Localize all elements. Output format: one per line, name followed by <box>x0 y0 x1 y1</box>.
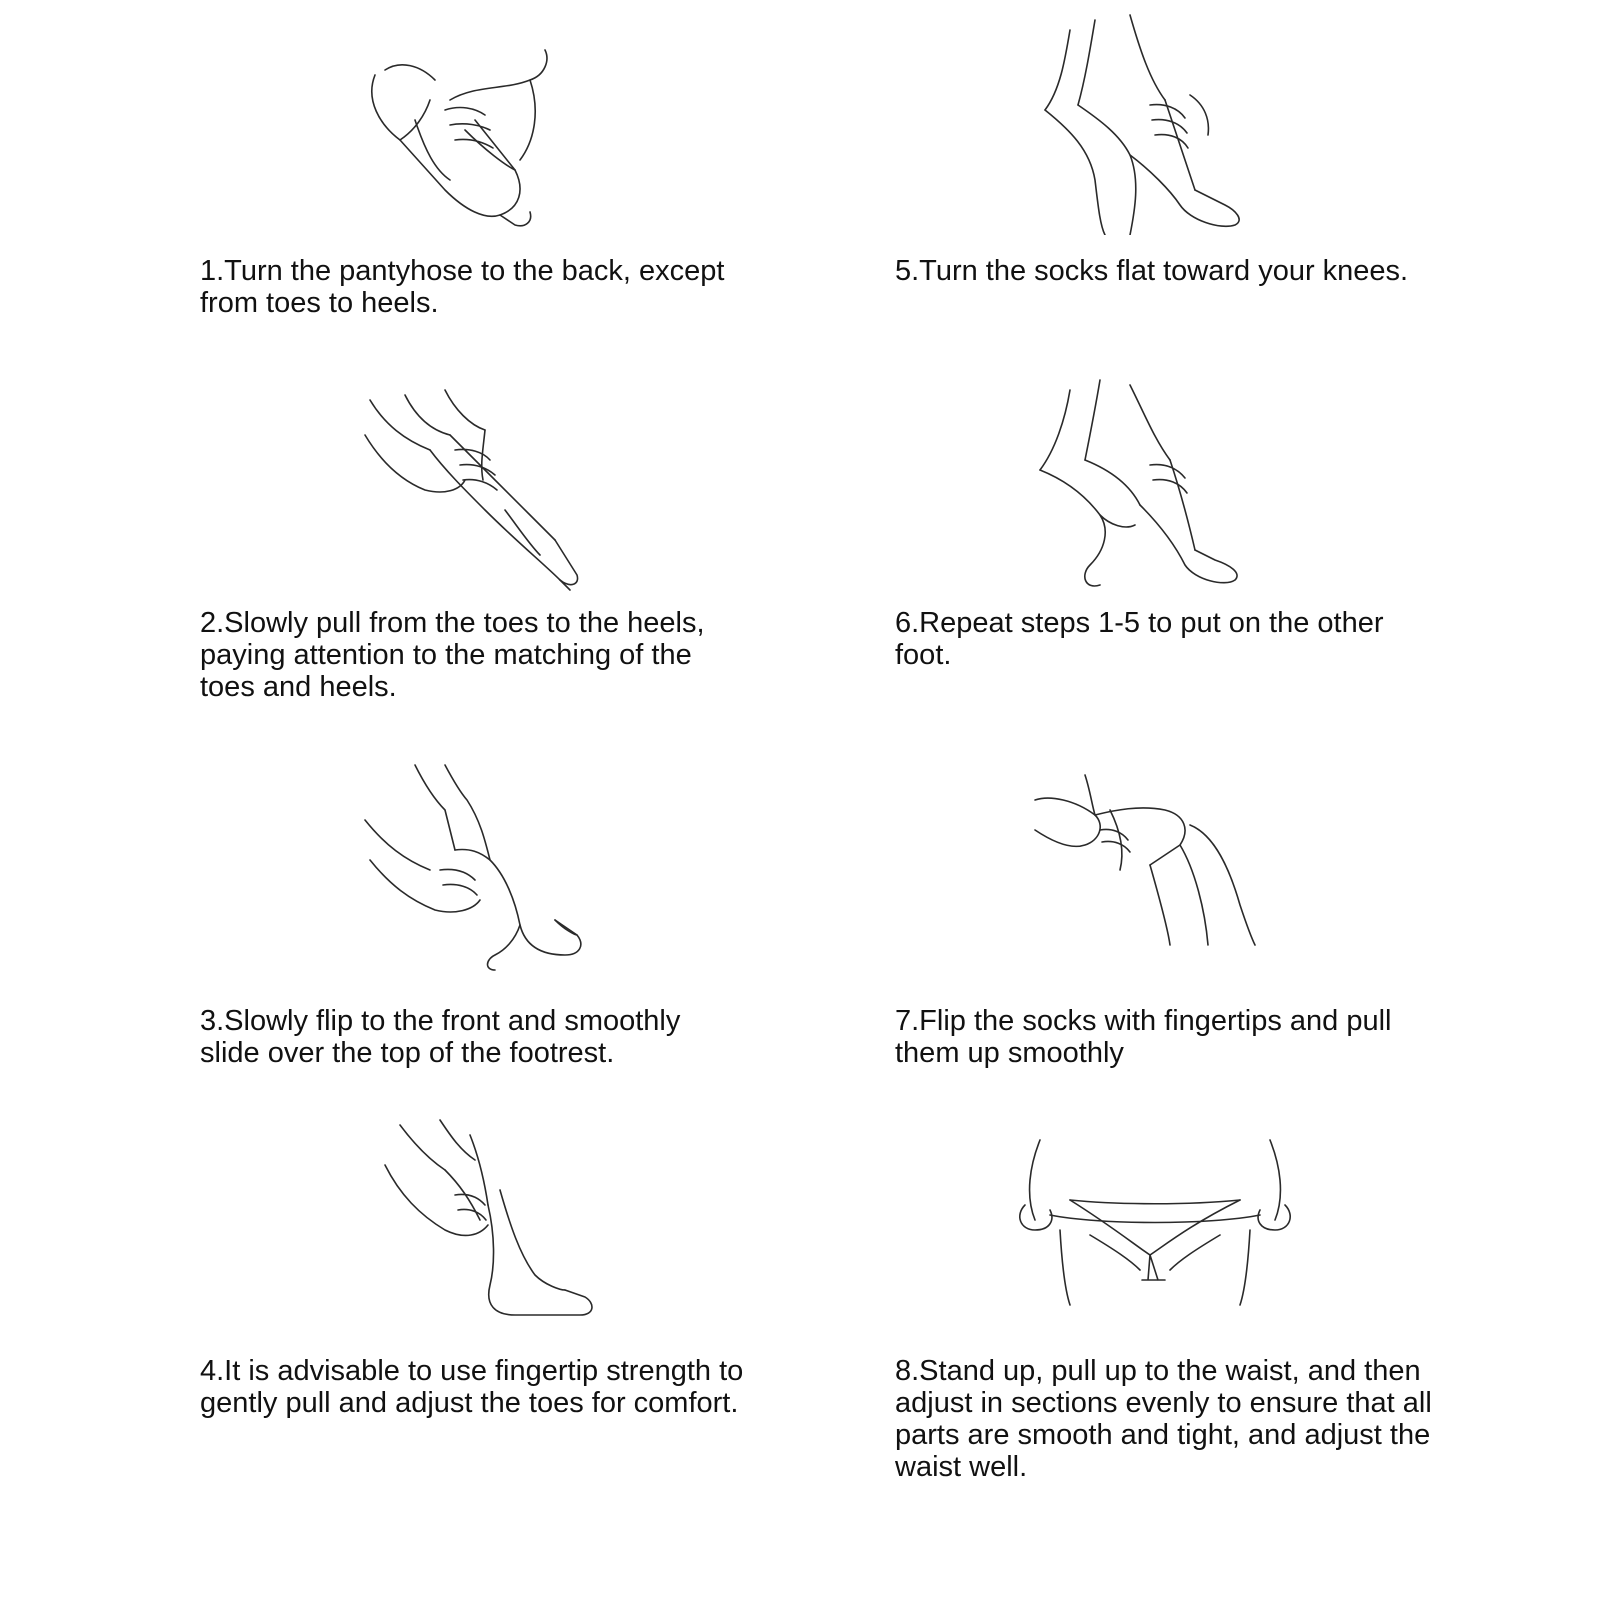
step-3-caption: 3.Slowly flip to the front and smoothly slide over the top of the footrest. <box>200 1005 681 1069</box>
adjust-toes-icon <box>370 1115 670 1340</box>
flip-over-foot-icon <box>355 760 655 985</box>
pull-toes-to-heels-icon <box>355 380 655 605</box>
pull-to-waist-icon <box>1010 1135 1310 1360</box>
step-8-caption: 8.Stand up, pull up to the waist, and then adjust in sections evenly to ensure that all parts are smooth and tight, and adjust the waist well. <box>895 1355 1432 1483</box>
socks-to-knees-icon <box>1030 10 1330 235</box>
turn-pantyhose-icon <box>355 30 655 255</box>
step-7-caption: 7.Flip the socks with fingertips and pull them up smoothly <box>895 1005 1392 1069</box>
step-4-caption: 4.It is advisable to use fingertip strength to gently pull and adjust the toes for comfort. <box>200 1355 744 1419</box>
pull-up-thighs-icon <box>1030 770 1330 995</box>
other-foot-icon <box>1030 375 1330 600</box>
step-1-caption: 1.Turn the pantyhose to the back, except from toes to heels. <box>200 255 725 319</box>
step-5-caption: 5.Turn the socks flat toward your knees. <box>895 255 1409 287</box>
step-6-caption: 6.Repeat steps 1-5 to put on the other foot. <box>895 607 1384 671</box>
step-2-caption: 2.Slowly pull from the toes to the heels, paying attention to the matching of the toes and heels. <box>200 607 705 703</box>
